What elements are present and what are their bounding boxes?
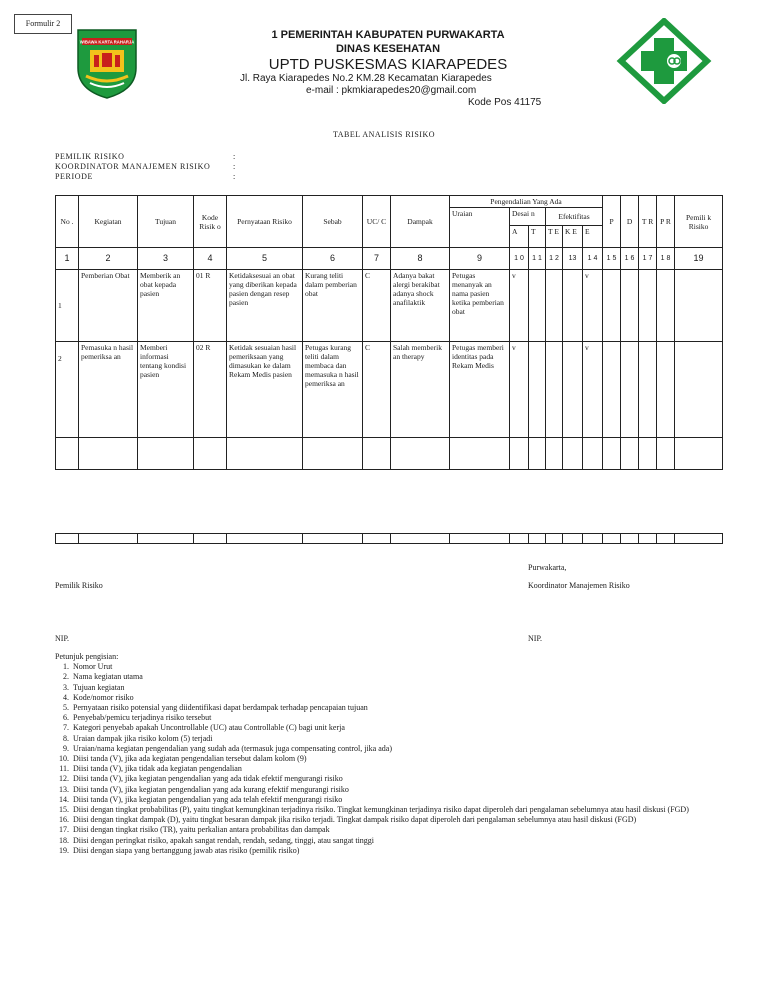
header-line-3: UPTD PUSKESMAS KIARAPEDES	[268, 56, 508, 73]
blank-cell	[675, 534, 723, 544]
empty-cell	[510, 438, 529, 470]
petunjuk-item: 17. Diisi dengan tingkat risiko (TR), yaitu perkalian antara probabilitas dan dampak	[71, 825, 720, 835]
blank-cell	[563, 534, 583, 544]
header-email: e-mail : pkmkiarapedes20@gmail.com	[306, 85, 477, 96]
column-number: 1 5	[603, 248, 621, 270]
cell-kegiatan: Pemberian Obat	[79, 270, 138, 342]
meta-sep: :	[233, 172, 236, 181]
cell-sebab: Petugas kurang teliti dalam membaca dan memasuka n hasil pemeriksa an	[303, 342, 363, 438]
blank-strip-table	[55, 533, 723, 544]
header-tujuan: Tujuan	[138, 196, 194, 248]
petunjuk-item: 1. Nomor Urut	[71, 662, 720, 672]
signature-place: Purwakarta,	[528, 563, 567, 572]
cell-p	[603, 342, 621, 438]
petunjuk-item: 9. Uraian/nama kegiatan pengendalian yang sudah ada (termasuk juga compensating control, jika ada)	[71, 744, 720, 754]
header-ucc: UC/ C	[363, 196, 391, 248]
header-no: No .	[56, 196, 79, 248]
petunjuk-item: 18. Diisi dengan peringkat risiko, apakah sangat rendah, rendah, sedang, tinggi, atau sangat tinggi	[71, 836, 720, 846]
cell-e-check: v	[583, 270, 603, 342]
cell-te	[546, 342, 563, 438]
header-e: E	[583, 226, 603, 248]
blank-cell	[227, 534, 303, 544]
cell-d	[621, 270, 639, 342]
header-uraian: Uraian	[450, 208, 510, 248]
petunjuk-section	[55, 652, 720, 856]
empty-cell	[603, 438, 621, 470]
petunjuk-item: 11. Diisi tanda (V), jika tidak ada kegiatan pengendalian	[71, 764, 720, 774]
column-number: 8	[391, 248, 450, 270]
petunjuk-item: 6. Penyebab/pemicu terjadinya risiko tersebut	[71, 713, 720, 723]
petunjuk-item: 12. Diisi tanda (V), jika kegiatan pengendalian yang ada tidak efektif mengurangi risiko	[71, 774, 720, 784]
cell-tr	[639, 342, 657, 438]
blank-cell	[510, 534, 529, 544]
empty-cell	[363, 438, 391, 470]
header-efektifitas: Efektifitas	[546, 208, 603, 226]
cell-ke	[563, 270, 583, 342]
petunjuk-item: 16. Diisi dengan tingkat dampak (D), yaitu tingkat besaran dampak jika risiko terjadi. Tingkat dampak risiko dapat diperoleh dari pengalaman sebelumnya atau hasil diskusi (FGD)	[71, 815, 720, 825]
petunjuk-list	[55, 662, 720, 856]
blank-cell	[138, 534, 194, 544]
cell-d	[621, 342, 639, 438]
petunjuk-item: 14. Diisi tanda (V), jika kegiatan pengendalian yang ada telah efektif mengurangi risiko	[71, 795, 720, 805]
column-number: 2	[79, 248, 138, 270]
column-number: 1 0	[510, 248, 529, 270]
column-number: 13	[563, 248, 583, 270]
header-kode-risiko: Kode Risik o	[194, 196, 227, 248]
petunjuk-item: 15. Diisi dengan tingkat probabilitas (P), yaitu tingkat kemungkinan terjadinya risiko. Tingkat kemungkinan terjadinya risiko dapat diperoleh dari pengalaman sebelumnya atau hasil diskusi (FGD)	[71, 805, 720, 815]
header-pemilik-risiko: Pemili k Risiko	[675, 196, 723, 248]
empty-cell	[450, 438, 510, 470]
cell-te	[546, 270, 563, 342]
petunjuk-item: 5. Pernyataan risiko potensial yang diidentifikasi dapat berdampak terhadap pencapaian tujuan	[71, 703, 720, 713]
blank-cell	[603, 534, 621, 544]
table-row	[56, 270, 723, 342]
formulir-label: Formulir 2	[14, 14, 72, 34]
header-line-1: 1 PEMERINTAH KABUPATEN PURWAKARTA	[271, 29, 505, 41]
table-row	[56, 342, 723, 438]
blank-cell	[583, 534, 603, 544]
cell-pernyataan: Ketidaksesuai an obat yang diberikan kepada pasien dengan resep pasien	[227, 270, 303, 342]
column-number: 1 2	[546, 248, 563, 270]
risk-analysis-table	[55, 195, 723, 470]
column-number: 1 1	[529, 248, 546, 270]
column-number: 5	[227, 248, 303, 270]
cell-t	[529, 342, 546, 438]
meta-sep: :	[233, 152, 236, 161]
cell-p	[603, 270, 621, 342]
header-desain: Desai n	[510, 208, 546, 226]
empty-cell	[529, 438, 546, 470]
cell-no: 1	[56, 270, 79, 342]
column-number: 3	[138, 248, 194, 270]
signature-left-role: Pemilik Risiko	[55, 581, 103, 590]
empty-cell	[621, 438, 639, 470]
header-sebab: Sebab	[303, 196, 363, 248]
petunjuk-item: 2. Nama kegiatan utama	[71, 672, 720, 682]
column-number: 19	[675, 248, 723, 270]
header-pengendalian: Pengendalian Yang Ada	[450, 196, 603, 208]
header-dampak: Dampak	[391, 196, 450, 248]
column-number: 1 7	[639, 248, 657, 270]
blank-cell	[621, 534, 639, 544]
header-kegiatan: Kegiatan	[79, 196, 138, 248]
cell-no: 2	[56, 342, 79, 438]
header-te: T E	[546, 226, 563, 248]
cell-dampak: Salah memberik an therapy	[391, 342, 450, 438]
cell-t	[529, 270, 546, 342]
empty-cell	[79, 438, 138, 470]
blank-cell	[450, 534, 510, 544]
header-ke: K E	[563, 226, 583, 248]
empty-cell	[639, 438, 657, 470]
empty-cell	[583, 438, 603, 470]
petunjuk-item: 10. Diisi tanda (V), jika ada kegiatan pengendalian tersebut dalam kolom (9)	[71, 754, 720, 764]
petunjuk-item: 3. Tujuan kegiatan	[71, 683, 720, 693]
blank-cell	[657, 534, 675, 544]
cell-tujuan: Memberik an obat kepada pasien	[138, 270, 194, 342]
cell-a-check: v	[510, 342, 529, 438]
blank-cell	[639, 534, 657, 544]
blank-cell	[546, 534, 563, 544]
column-number: 4	[194, 248, 227, 270]
column-number: 9	[450, 248, 510, 270]
petunjuk-item: 4. Kode/nomor risiko	[71, 693, 720, 703]
header-a: A	[510, 226, 529, 248]
signature-right-nip: NIP.	[528, 634, 543, 643]
cell-ucc: C	[363, 270, 391, 342]
petunjuk-item: 8. Uraian dampak jika risiko kolom (5) terjadi	[71, 734, 720, 744]
header-pernyataan-risiko: Pernyataan Risiko	[227, 196, 303, 248]
empty-cell	[138, 438, 194, 470]
cell-pr	[657, 270, 675, 342]
header-d: D	[621, 196, 639, 248]
cell-kode: 01 R	[194, 270, 227, 342]
cell-sebab: Kurang teliti dalam pemberian obat	[303, 270, 363, 342]
column-number: 1 4	[583, 248, 603, 270]
column-number: 1	[56, 248, 79, 270]
petunjuk-item: 7. Kategori penyebab apakah Uncontrollable (UC) atau Controllable (C) bagi unit kerja	[71, 723, 720, 733]
empty-cell	[227, 438, 303, 470]
meta-label: PEMILIK RISIKO	[55, 152, 125, 161]
meta-sep: :	[233, 162, 236, 171]
petunjuk-heading: Petunjuk pengisian:	[55, 652, 119, 661]
empty-cell	[657, 438, 675, 470]
cell-pemilik	[675, 342, 723, 438]
column-number: 1 8	[657, 248, 675, 270]
column-number: 6	[303, 248, 363, 270]
header-pr: P R	[657, 196, 675, 248]
empty-cell	[56, 438, 79, 470]
column-number: 1 6	[621, 248, 639, 270]
blank-cell	[529, 534, 546, 544]
cell-a-check: v	[510, 270, 529, 342]
signature-left-nip: NIP.	[55, 634, 70, 643]
cell-ke	[563, 342, 583, 438]
blank-cell	[363, 534, 391, 544]
header-tr: T R	[639, 196, 657, 248]
petunjuk-item: 19. Diisi dengan siapa yang bertanggung jawab atas risiko (pemilik risiko)	[71, 846, 720, 856]
empty-cell	[563, 438, 583, 470]
empty-cell	[546, 438, 563, 470]
header-line-2: DINAS KESEHATAN	[335, 43, 441, 55]
header-p: P	[603, 196, 621, 248]
blank-cell	[56, 534, 79, 544]
cell-pemilik	[675, 270, 723, 342]
cell-kegiatan: Pemasuka n hasil pemeriksa an	[79, 342, 138, 438]
kabupaten-logo	[76, 28, 138, 100]
cell-tujuan: Memberi informasi tentang kondisi pasien	[138, 342, 194, 438]
signature-right-role: Koordinator Manajemen Risiko	[528, 581, 630, 590]
puskesmas-logo	[616, 18, 712, 104]
cell-kode: 02 R	[194, 342, 227, 438]
cell-tr	[639, 270, 657, 342]
svg-text:WIBAWA KARTA RAHARJA: WIBAWA KARTA RAHARJA	[79, 39, 135, 45]
column-number: 7	[363, 248, 391, 270]
petunjuk-item: 13. Diisi tanda (V), jika kegiatan pengendalian yang ada kurang efektif mengurangi risiko	[71, 785, 720, 795]
cell-pr	[657, 342, 675, 438]
cell-uraian: Petugas menanyak an nama pasien ketika pemberian obat	[450, 270, 510, 342]
empty-cell	[194, 438, 227, 470]
cell-e-check: v	[583, 342, 603, 438]
meta-label: KOORDINATOR MANAJEMEN RISIKO	[55, 162, 211, 171]
cell-dampak: Adanya bakat alergi berakibat adanya shock anafilaktik	[391, 270, 450, 342]
empty-cell	[675, 438, 723, 470]
blank-cell	[391, 534, 450, 544]
blank-cell	[194, 534, 227, 544]
cell-ucc: C	[363, 342, 391, 438]
header-address: Jl. Raya Kiarapedes No.2 KM.28 Kecamatan Kiarapedes	[240, 73, 492, 84]
blank-cell	[79, 534, 138, 544]
blank-cell	[303, 534, 363, 544]
empty-cell	[391, 438, 450, 470]
empty-cell	[303, 438, 363, 470]
doc-title: TABEL ANALISIS RISIKO	[332, 130, 435, 139]
table-row-empty	[56, 438, 723, 470]
cell-pernyataan: Ketidak sesuaian hasil pemeriksaan yang dimasukan ke dalam Rekam Medis pasien	[227, 342, 303, 438]
header-postal: Kode Pos 41175	[468, 97, 542, 108]
header-t: T	[529, 226, 546, 248]
cell-uraian: Petugas memberi identitas pada Rekam Medis	[450, 342, 510, 438]
meta-label: PERIODE	[55, 172, 93, 181]
meta-block	[55, 152, 355, 182]
